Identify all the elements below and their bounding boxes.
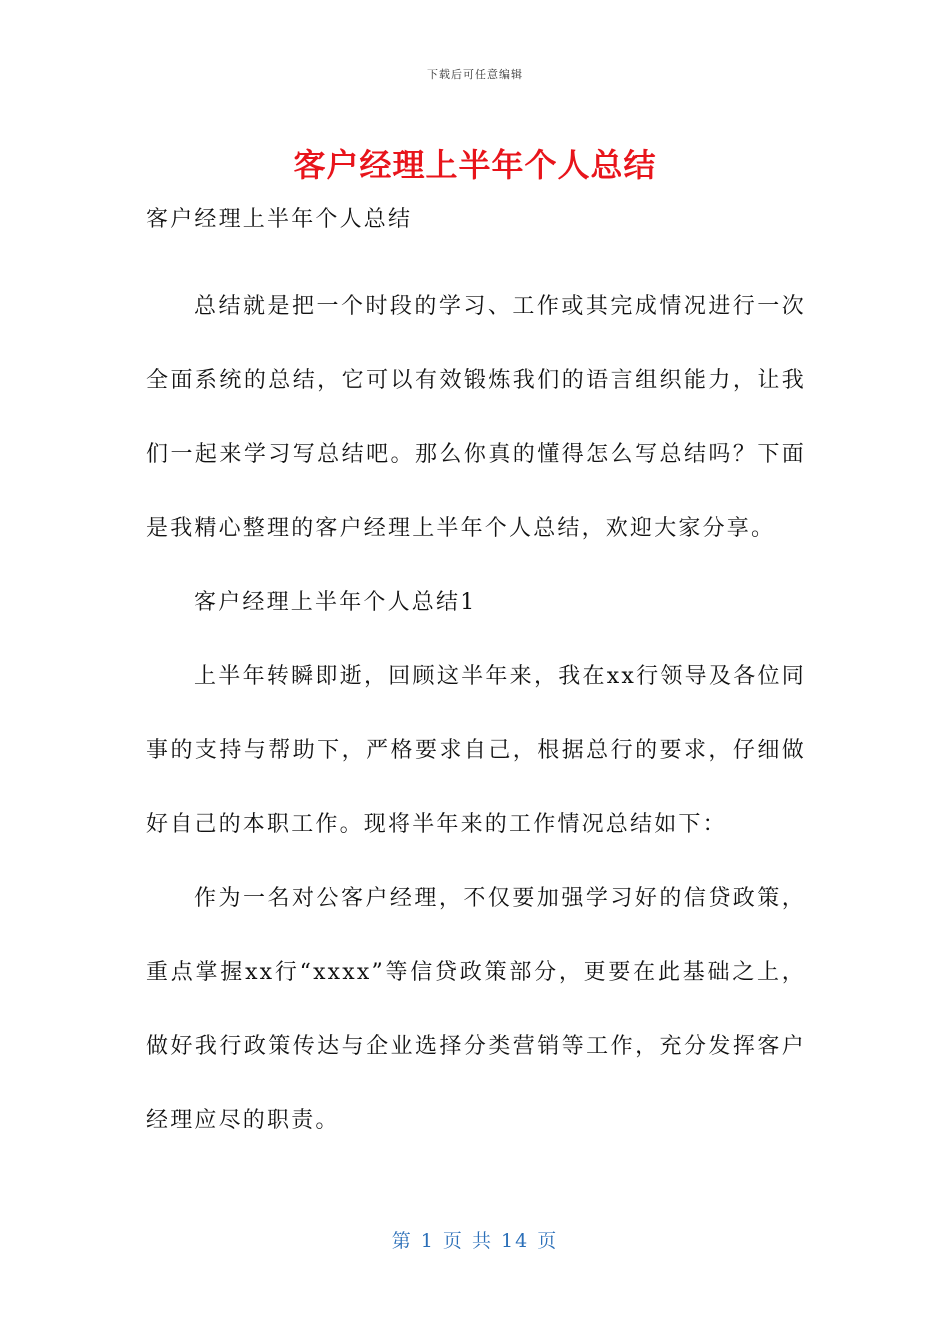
header-note: 下载后可任意编辑 — [427, 68, 523, 81]
paragraph-intro: 总结就是把一个时段的学习、工作或其完成情况进行一次全面系统的总结，它可以有效锻炼我们的语言组织能力，让我们一起来学习写总结吧。那么你真的懂得怎么写总结吗？下面是我精心整理的客户经理上半年个人总结，欢迎大家分享。 — [146, 294, 806, 541]
paragraph-duties: 作为一名对公客户经理，不仅要加强学习好的信贷政策，重点掌握xx行“xxxx”等信贷政策部分，更要在此基础之上，做好我行政策传达与企业选择分类营销等工作，充分发挥客户经理应尽的职责。 — [146, 886, 806, 1133]
paragraph-section-heading: 客户经理上半年个人总结1 — [194, 590, 477, 615]
paragraph-review: 上半年转瞬即逝，回顾这半年来，我在xx行领导及各位同事的支持与帮助下，严格要求自己，根据总行的要求，仔细做好自己的本职工作。现将半年来的工作情况总结如下： — [146, 664, 806, 837]
document-body — [146, 196, 806, 1158]
document-title: 客户经理上半年个人总结 — [293, 146, 657, 184]
page-number: 第 1 页 共 14 页 — [391, 1230, 559, 1252]
paragraph-subtitle: 客户经理上半年个人总结 — [146, 207, 413, 232]
